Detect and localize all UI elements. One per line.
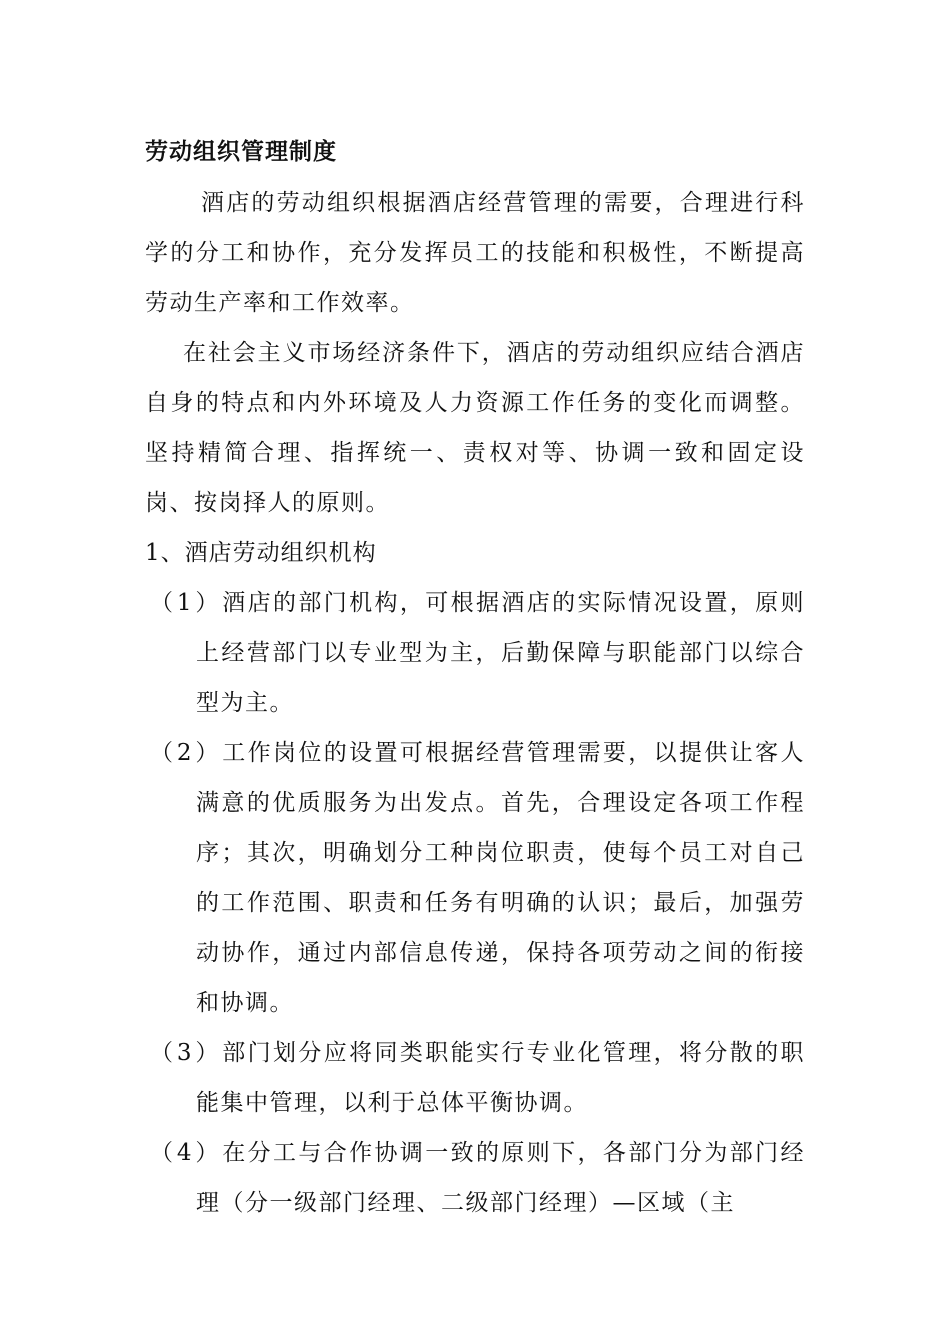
document-title: 劳动组织管理制度: [145, 138, 337, 165]
list-item: [150, 1028, 805, 1128]
item-text: 部门划分应将同类职能实行专业化管理，将分散的职能集中管理，以利于总体平衡协调。: [196, 1040, 806, 1116]
list-item: [150, 578, 805, 728]
item-text: 酒店的部门机构，可根据酒店的实际情况设置，原则上经营部门以专业型为主，后勤保障与职能部门以综合型为主。: [196, 590, 806, 716]
item-text: 在分工与合作协调一致的原则下，各部门分为部门经理（分一级部门经理、二级部门经理）—区域（主: [196, 1140, 806, 1216]
item-number: （2）: [150, 740, 223, 766]
list-item: [150, 728, 805, 1028]
list-item: [150, 1128, 805, 1228]
principles-paragraph: 在社会主义市场经济条件下，酒店的劳动组织应结合酒店自身的特点和内外环境及人力资源工作任务的变化而调整。坚持精简合理、指挥统一、责权对等、协调一致和固定设岗、按岗择人的原则。: [145, 340, 805, 516]
item-number: （1）: [150, 590, 223, 616]
item-number: （4）: [150, 1140, 223, 1166]
section-heading: 1、酒店劳动组织机构: [145, 540, 377, 566]
item-number: （3）: [150, 1040, 223, 1066]
item-text: 工作岗位的设置可根据经营管理需要，以提供让客人满意的优质服务为出发点。首先，合理设定各项工作程序；其次，明确划分工种岗位职责，使每个员工对自己的工作范围、职责和任务有明确的认识；最后，加强劳动协作，通过内部信息传递，保持各项劳动之间的衔接和协调。: [196, 740, 806, 1016]
intro-paragraph: 酒店的劳动组织根据酒店经营管理的需要，合理进行科学的分工和协作，充分发挥员工的技能和积极性，不断提高劳动生产率和工作效率。: [145, 190, 805, 316]
